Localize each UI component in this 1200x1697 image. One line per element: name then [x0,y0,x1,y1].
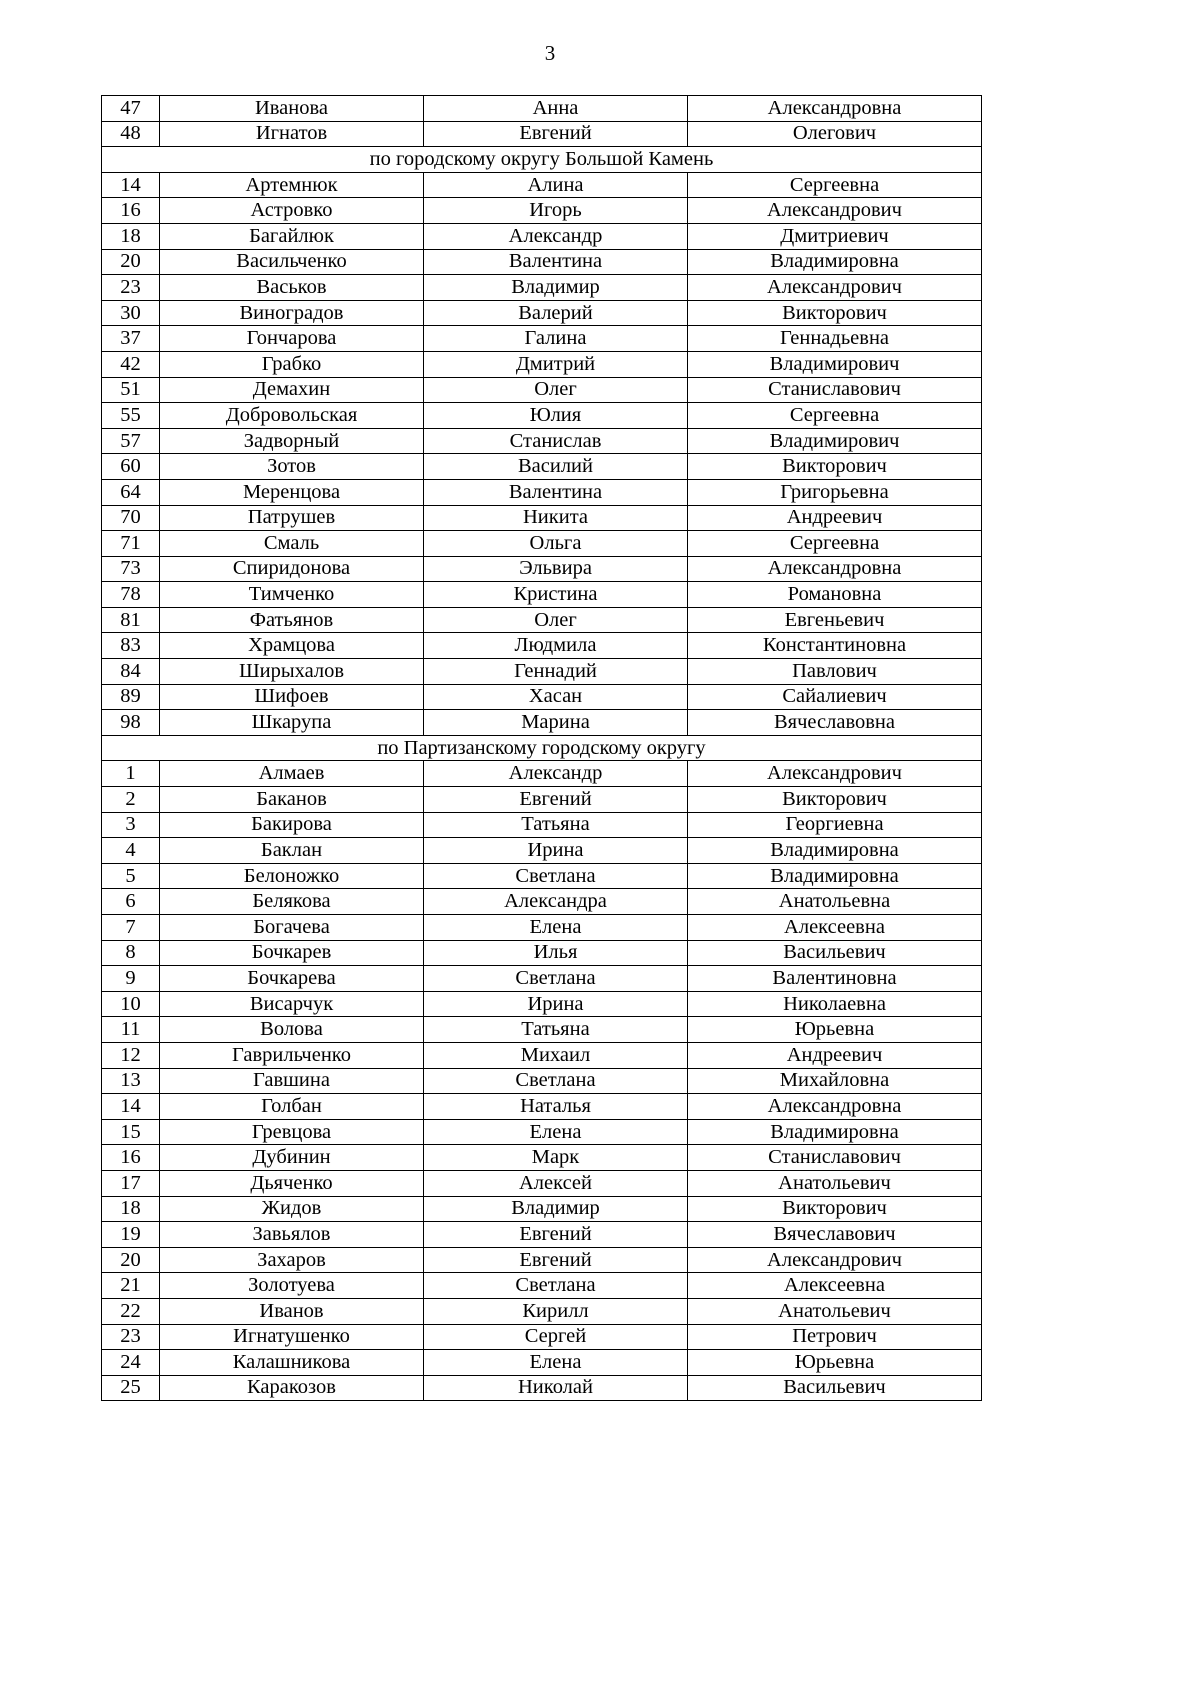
last-name-cell: Игнатов [160,121,424,147]
patronymic-cell: Александрович [688,761,982,787]
table-row [102,1273,982,1299]
first-name-cell: Ольга [424,531,688,557]
patronymic-cell: Владимирович [688,428,982,454]
table-row [102,889,982,915]
patronymic-cell: Георгиевна [688,812,982,838]
row-number-cell: 89 [102,684,160,710]
patronymic-cell: Владимировна [688,838,982,864]
table-row [102,991,982,1017]
patronymic-cell: Вячеславовна [688,710,982,736]
row-number-cell: 11 [102,1017,160,1043]
table-row [102,787,982,813]
row-number-cell: 84 [102,659,160,685]
row-number-cell: 19 [102,1222,160,1248]
row-number-cell: 57 [102,428,160,454]
first-name-cell: Александр [424,761,688,787]
last-name-cell: Белякова [160,889,424,915]
table-row [102,582,982,608]
first-name-cell: Людмила [424,633,688,659]
table-row [102,377,982,403]
table-row [102,1145,982,1171]
last-name-cell: Шкарупа [160,710,424,736]
row-number-cell: 1 [102,761,160,787]
first-name-cell: Валерий [424,300,688,326]
section-title: по городскому округу Большой Камень [102,147,982,173]
row-number-cell: 17 [102,1170,160,1196]
patronymic-cell: Николаевна [688,991,982,1017]
first-name-cell: Светлана [424,966,688,992]
row-number-cell: 5 [102,863,160,889]
last-name-cell: Задворный [160,428,424,454]
last-name-cell: Бакирова [160,812,424,838]
row-number-cell: 23 [102,1324,160,1350]
table-row [102,1042,982,1068]
patronymic-cell: Александрович [688,1247,982,1273]
first-name-cell: Михаил [424,1042,688,1068]
first-name-cell: Юлия [424,403,688,429]
section-header-row [102,147,982,173]
last-name-cell: Жидов [160,1196,424,1222]
first-name-cell: Ирина [424,838,688,864]
last-name-cell: Гревцова [160,1119,424,1145]
patronymic-cell: Сергеевна [688,172,982,198]
last-name-cell: Бочкарева [160,966,424,992]
first-name-cell: Светлана [424,1273,688,1299]
last-name-cell: Артемнюк [160,172,424,198]
first-name-cell: Евгений [424,787,688,813]
last-name-cell: Спиридонова [160,556,424,582]
row-number-cell: 16 [102,1145,160,1171]
last-name-cell: Астровко [160,198,424,224]
table-row [102,479,982,505]
first-name-cell: Светлана [424,863,688,889]
last-name-cell: Ширыхалов [160,659,424,685]
table-row [102,428,982,454]
last-name-cell: Баканов [160,787,424,813]
patronymic-cell: Владимировна [688,249,982,275]
table-row [102,198,982,224]
last-name-cell: Демахин [160,377,424,403]
first-name-cell: Валентина [424,479,688,505]
last-name-cell: Васьков [160,275,424,301]
table-row [102,1350,982,1376]
last-name-cell: Фатьянов [160,607,424,633]
last-name-cell: Виноградов [160,300,424,326]
last-name-cell: Гавшина [160,1068,424,1094]
table-row [102,121,982,147]
row-number-cell: 47 [102,96,160,122]
last-name-cell: Иванова [160,96,424,122]
row-number-cell: 12 [102,1042,160,1068]
table-row [102,940,982,966]
first-name-cell: Кирилл [424,1298,688,1324]
last-name-cell: Грабко [160,351,424,377]
patronymic-cell: Викторович [688,787,982,813]
row-number-cell: 60 [102,454,160,480]
patronymic-cell: Романовна [688,582,982,608]
first-name-cell: Александра [424,889,688,915]
row-number-cell: 22 [102,1298,160,1324]
first-name-cell: Марина [424,710,688,736]
last-name-cell: Патрушев [160,505,424,531]
patronymic-cell: Юрьевна [688,1350,982,1376]
row-number-cell: 98 [102,710,160,736]
table-row [102,96,982,122]
patronymic-cell: Анатольевич [688,1170,982,1196]
first-name-cell: Анна [424,96,688,122]
first-name-cell: Владимир [424,275,688,301]
table-row [102,684,982,710]
row-number-cell: 64 [102,479,160,505]
patronymic-cell: Геннадьевна [688,326,982,352]
table-row [102,1196,982,1222]
first-name-cell: Марк [424,1145,688,1171]
patronymic-cell: Владимировна [688,1119,982,1145]
patronymic-cell: Павлович [688,659,982,685]
row-number-cell: 9 [102,966,160,992]
patronymic-cell: Станиславович [688,1145,982,1171]
last-name-cell: Добровольская [160,403,424,429]
last-name-cell: Калашникова [160,1350,424,1376]
row-number-cell: 42 [102,351,160,377]
last-name-cell: Каракозов [160,1375,424,1401]
last-name-cell: Дубинин [160,1145,424,1171]
patronymic-cell: Григорьевна [688,479,982,505]
table-row [102,326,982,352]
table-row [102,633,982,659]
first-name-cell: Алексей [424,1170,688,1196]
patronymic-cell: Анатольевна [688,889,982,915]
patronymic-cell: Васильевич [688,940,982,966]
patronymic-cell: Васильевич [688,1375,982,1401]
last-name-cell: Меренцова [160,479,424,505]
section-title: по Партизанскому городскому округу [102,735,982,761]
table-row [102,1298,982,1324]
row-number-cell: 51 [102,377,160,403]
patronymic-cell: Андреевич [688,1042,982,1068]
first-name-cell: Сергей [424,1324,688,1350]
patronymic-cell: Валентиновна [688,966,982,992]
first-name-cell: Эльвира [424,556,688,582]
last-name-cell: Алмаев [160,761,424,787]
patronymic-cell: Александрович [688,198,982,224]
first-name-cell: Владимир [424,1196,688,1222]
patronymic-cell: Станиславович [688,377,982,403]
row-number-cell: 20 [102,1247,160,1273]
table-row [102,607,982,633]
section-header-row [102,735,982,761]
last-name-cell: Захаров [160,1247,424,1273]
row-number-cell: 3 [102,812,160,838]
row-number-cell: 8 [102,940,160,966]
first-name-cell: Илья [424,940,688,966]
row-number-cell: 15 [102,1119,160,1145]
first-name-cell: Татьяна [424,812,688,838]
patronymic-cell: Вячеславович [688,1222,982,1248]
last-name-cell: Золотуева [160,1273,424,1299]
row-number-cell: 30 [102,300,160,326]
last-name-cell: Тимченко [160,582,424,608]
last-name-cell: Шифоев [160,684,424,710]
last-name-cell: Зотов [160,454,424,480]
table-row [102,812,982,838]
last-name-cell: Голбан [160,1094,424,1120]
row-number-cell: 24 [102,1350,160,1376]
first-name-cell: Хасан [424,684,688,710]
row-number-cell: 55 [102,403,160,429]
last-name-cell: Васильченко [160,249,424,275]
table-row [102,1375,982,1401]
row-number-cell: 14 [102,172,160,198]
patronymic-cell: Александрович [688,275,982,301]
patronymic-cell: Викторович [688,300,982,326]
patronymic-cell: Александровна [688,556,982,582]
first-name-cell: Николай [424,1375,688,1401]
first-name-cell: Станислав [424,428,688,454]
first-name-cell: Олег [424,377,688,403]
first-name-cell: Дмитрий [424,351,688,377]
table-row [102,300,982,326]
last-name-cell: Волова [160,1017,424,1043]
patronymic-cell: Александровна [688,1094,982,1120]
first-name-cell: Геннадий [424,659,688,685]
last-name-cell: Смаль [160,531,424,557]
first-name-cell: Елена [424,1350,688,1376]
first-name-cell: Василий [424,454,688,480]
row-number-cell: 73 [102,556,160,582]
patronymic-cell: Анатольевич [688,1298,982,1324]
last-name-cell: Висарчук [160,991,424,1017]
table-row [102,838,982,864]
row-number-cell: 10 [102,991,160,1017]
table-row [102,1324,982,1350]
table-row [102,710,982,736]
row-number-cell: 14 [102,1094,160,1120]
first-name-cell: Никита [424,505,688,531]
first-name-cell: Елена [424,1119,688,1145]
last-name-cell: Бочкарев [160,940,424,966]
first-name-cell: Наталья [424,1094,688,1120]
table-row [102,249,982,275]
table-row [102,1170,982,1196]
patronymic-cell: Юрьевна [688,1017,982,1043]
first-name-cell: Светлана [424,1068,688,1094]
row-number-cell: 25 [102,1375,160,1401]
patronymic-cell: Викторович [688,1196,982,1222]
table-row [102,761,982,787]
row-number-cell: 70 [102,505,160,531]
last-name-cell: Игнатушенко [160,1324,424,1350]
last-name-cell: Иванов [160,1298,424,1324]
table-row [102,863,982,889]
first-name-cell: Александр [424,223,688,249]
row-number-cell: 16 [102,198,160,224]
row-number-cell: 18 [102,1196,160,1222]
patronymic-cell: Михайловна [688,1068,982,1094]
table-row [102,556,982,582]
page-number: 3 [544,41,556,65]
patronymic-cell: Сергеевна [688,531,982,557]
row-number-cell: 6 [102,889,160,915]
last-name-cell: Гончарова [160,326,424,352]
row-number-cell: 4 [102,838,160,864]
first-name-cell: Елена [424,915,688,941]
first-name-cell: Алина [424,172,688,198]
patronymic-cell: Константиновна [688,633,982,659]
table-row [102,966,982,992]
first-name-cell: Евгений [424,1222,688,1248]
table-row [102,659,982,685]
first-name-cell: Татьяна [424,1017,688,1043]
row-number-cell: 13 [102,1068,160,1094]
last-name-cell: Багайлюк [160,223,424,249]
table-row [102,1068,982,1094]
patronymic-cell: Сайалиевич [688,684,982,710]
last-name-cell: Храмцова [160,633,424,659]
row-number-cell: 2 [102,787,160,813]
last-name-cell: Белоножко [160,863,424,889]
first-name-cell: Галина [424,326,688,352]
row-number-cell: 20 [102,249,160,275]
table-row [102,223,982,249]
first-name-cell: Евгений [424,121,688,147]
last-name-cell: Гаврильченко [160,1042,424,1068]
first-name-cell: Олег [424,607,688,633]
row-number-cell: 78 [102,582,160,608]
row-number-cell: 23 [102,275,160,301]
last-name-cell: Завьялов [160,1222,424,1248]
table-row [102,1094,982,1120]
row-number-cell: 7 [102,915,160,941]
first-name-cell: Евгений [424,1247,688,1273]
table-row [102,505,982,531]
patronymic-cell: Владимирович [688,351,982,377]
row-number-cell: 37 [102,326,160,352]
table-row [102,1222,982,1248]
table-row [102,531,982,557]
patronymic-cell: Олегович [688,121,982,147]
row-number-cell: 21 [102,1273,160,1299]
table-row [102,1119,982,1145]
roster-body [102,96,982,1401]
first-name-cell: Игорь [424,198,688,224]
table-row [102,351,982,377]
table-row [102,915,982,941]
patronymic-cell: Андреевич [688,505,982,531]
row-number-cell: 83 [102,633,160,659]
patronymic-cell: Александровна [688,96,982,122]
patronymic-cell: Евгеньевич [688,607,982,633]
table-row [102,454,982,480]
first-name-cell: Кристина [424,582,688,608]
last-name-cell: Богачева [160,915,424,941]
last-name-cell: Дьяченко [160,1170,424,1196]
patronymic-cell: Владимировна [688,863,982,889]
first-name-cell: Валентина [424,249,688,275]
patronymic-cell: Алексеевна [688,1273,982,1299]
table-row [102,172,982,198]
patronymic-cell: Сергеевна [688,403,982,429]
patronymic-cell: Петрович [688,1324,982,1350]
table-row [102,1247,982,1273]
row-number-cell: 18 [102,223,160,249]
row-number-cell: 71 [102,531,160,557]
patronymic-cell: Дмитриевич [688,223,982,249]
last-name-cell: Баклан [160,838,424,864]
table-row [102,1017,982,1043]
roster-table [101,95,982,1401]
table-row [102,403,982,429]
first-name-cell: Ирина [424,991,688,1017]
row-number-cell: 48 [102,121,160,147]
patronymic-cell: Алексеевна [688,915,982,941]
row-number-cell: 81 [102,607,160,633]
table-row [102,275,982,301]
patronymic-cell: Викторович [688,454,982,480]
